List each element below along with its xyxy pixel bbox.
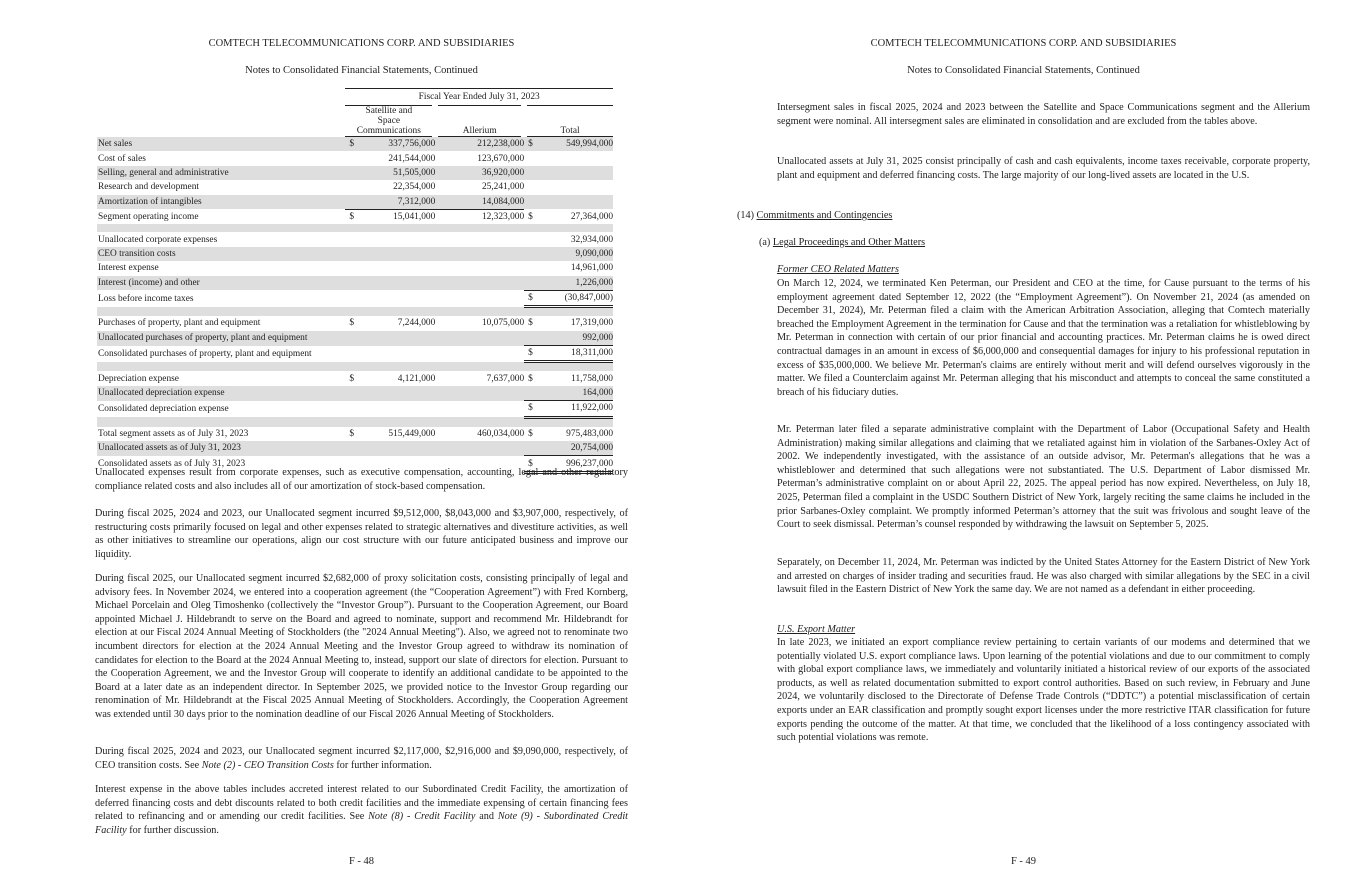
- row-label: [97, 307, 345, 317]
- dollar-sign: $: [349, 373, 355, 384]
- total-value: (30,847,000): [548, 290, 613, 306]
- total-value: [548, 307, 613, 317]
- paragraph: Intersegment sales in fiscal 2025, 2024 and 2023 between the Satellite and Space Communications segment and the Allerium segment were nominal. All intersegment sales are eliminated in consolidation and are excluded from the tables above.: [777, 102, 1310, 127]
- dollar-sign: [345, 166, 369, 180]
- total-value: 11,758,000: [571, 373, 613, 384]
- dollar-sign: [345, 401, 369, 417]
- total-value: 17,319,000: [570, 318, 613, 329]
- dollar-sign: [524, 276, 548, 291]
- total-value: 549,994,000: [548, 137, 613, 152]
- allerium-value: 460,034,000: [477, 428, 525, 439]
- spacer-row: [97, 307, 613, 317]
- dollar-sign: [345, 195, 369, 210]
- allerium-value: 25,241,000: [481, 182, 525, 193]
- dollar-sign: [345, 247, 369, 261]
- satellite-value: 51,505,000: [370, 166, 436, 180]
- table-row: [97, 166, 613, 180]
- dollar-sign: [524, 247, 548, 261]
- table-row: [97, 137, 613, 152]
- allerium-value: [435, 232, 524, 246]
- row-label: Purchases of property, plant and equipment: [98, 318, 261, 329]
- table-row: [97, 290, 613, 306]
- total-value: 9,090,000: [548, 247, 613, 261]
- satellite-value: 241,544,000: [388, 153, 436, 164]
- row-label: Loss before income taxes: [98, 293, 194, 304]
- satellite-value: 337,756,000: [370, 137, 436, 152]
- table-row: [97, 247, 613, 261]
- satellite-value: [370, 362, 436, 372]
- allerium-value: 123,670,000: [477, 153, 525, 164]
- dollar-sign: [345, 417, 369, 427]
- period-header: Fiscal Year Ended July 31, 2023: [345, 89, 613, 106]
- dollar-sign: [524, 441, 548, 456]
- dollar-sign: $: [349, 318, 355, 329]
- dollar-sign: [524, 195, 548, 210]
- dollar-sign: $: [528, 211, 533, 222]
- dollar-sign: [524, 261, 548, 275]
- satellite-value: 7,312,000: [370, 195, 436, 210]
- total-value: 18,311,000: [548, 346, 613, 362]
- dollar-sign: [524, 362, 548, 372]
- dollar-sign: $: [524, 401, 548, 417]
- row-label: Unallocated purchases of property, plant and equipment: [97, 331, 345, 346]
- satellite-value: 15,041,000: [393, 212, 436, 223]
- allerium-value: [435, 417, 524, 427]
- dollar-sign: [524, 166, 548, 180]
- row-label: Interest (income) and other: [97, 276, 345, 291]
- allerium-value: [435, 401, 524, 417]
- allerium-value: 14,084,000: [435, 195, 524, 210]
- satellite-value: [370, 261, 436, 275]
- row-label: Unallocated corporate expenses: [98, 234, 218, 245]
- dollar-sign: [345, 346, 369, 362]
- table-row: [97, 195, 613, 210]
- dollar-sign: [524, 386, 548, 401]
- col-total: Total: [524, 106, 613, 137]
- spacer-row: [97, 362, 613, 372]
- total-value: [548, 180, 613, 194]
- col-satellite: Satellite and Space Communications: [345, 106, 435, 137]
- total-value: [548, 417, 613, 427]
- page-number: F - 49: [1010, 856, 1037, 867]
- row-label: Consolidated assets as of July 31, 2023: [98, 459, 246, 470]
- satellite-value: [370, 331, 436, 346]
- table-row: [97, 371, 613, 385]
- row-label: Total segment assets as of July 31, 2023: [98, 428, 249, 439]
- allerium-value: [435, 441, 524, 456]
- dollar-sign: [345, 362, 369, 372]
- satellite-value: [370, 346, 436, 362]
- satellite-value: [370, 307, 436, 317]
- allerium-value: [435, 331, 524, 346]
- section-heading: (14) Commitments and Contingencies: [737, 210, 893, 221]
- table-row: [97, 427, 613, 441]
- dollar-sign: $: [528, 373, 533, 384]
- satellite-value: [370, 401, 436, 417]
- satellite-value: [370, 417, 436, 427]
- dollar-sign: [524, 232, 548, 246]
- table-row: [97, 276, 613, 291]
- row-label: [97, 417, 345, 427]
- total-value: [548, 195, 613, 210]
- allerium-value: 10,075,000: [481, 318, 525, 329]
- allerium-value: 36,920,000: [435, 166, 524, 180]
- segment-table: [97, 88, 613, 474]
- note-link: Note (2) - CEO Transition Costs: [201, 759, 334, 771]
- dollar-sign: [345, 441, 369, 456]
- table-row: [97, 386, 613, 401]
- row-label: Amortization of intangibles: [97, 195, 345, 210]
- total-value: 164,000: [548, 386, 613, 401]
- dollar-sign: [345, 151, 369, 165]
- total-value: [548, 362, 613, 372]
- paragraph: During fiscal 2025, 2024 and 2023, our Unallocated segment incurred $2,117,000, $2,916,000 and $9,090,000, respectively, of CEO transition costs. See Note (2) - CEO Transition Costs for further information.: [95, 746, 628, 771]
- satellite-value: [370, 224, 436, 232]
- dollar-sign: [345, 331, 369, 346]
- notes-subtitle: Notes to Consolidated Financial Statements, Continued: [245, 65, 478, 76]
- row-label: [97, 224, 345, 232]
- table-row: [97, 180, 613, 194]
- topic-heading: U.S. Export Matter: [777, 624, 856, 635]
- satellite-value: 515,449,000: [388, 428, 436, 439]
- dollar-sign: [524, 151, 548, 165]
- dollar-sign: [345, 276, 369, 291]
- notes-subtitle: Notes to Consolidated Financial Statements, Continued: [907, 65, 1140, 76]
- dollar-sign: [345, 290, 369, 306]
- table-row: [97, 209, 613, 224]
- allerium-value: [435, 224, 524, 232]
- dollar-sign: $: [349, 212, 355, 223]
- allerium-value: [435, 346, 524, 362]
- allerium-value: 7,637,000: [486, 373, 525, 384]
- row-label: Consolidated depreciation expense: [98, 403, 229, 414]
- paragraph: During fiscal 2025, our Unallocated segment incurred $2,682,000 of proxy solicitation costs, consisting principally of legal and advisory fees. In November 2024, we entered into a cooperation agreement (the “Cooperation Agreement”) with Fred Kornberg, Michael Porcelain and Oleg Timoshenko (collectively the “Investor Group”). Pursuant to the Cooperation Agreement, our Board appointed Michael J. Hildebrandt to serve on the Board and agreed to nominate, support and recommend Mr. Hildebrandt for election at our Fiscal 2024 Annual Meeting of Stockholders (the "2024 Annual Meeting"). Also, we agreed not to renominate two incumbent directors for election at the 2024 Annual Meeting and the Investor Group agreed to withdraw its nomination of candidates for election to the Board at the 2024 Annual Meeting to, instead, support our slate of directors for election. Pursuant to the Cooperation Agreement, we and the Investor Group will cooperate to identify an additional candidate to be appointed to the Board at a later date as an independent director. In September 2025, we provided notice to the Investor Group regarding our renomination of Mr. Hildebrandt at the Fiscal 2025 Annual Meeting of Stockholders. Accordingly, the Cooperation Agreement was extended until 30 days prior to the nomination deadline of our Fiscal 2026 Annual Meeting of Stockholders.: [95, 573, 628, 720]
- table-row: [97, 346, 613, 362]
- spacer-row: [97, 417, 613, 427]
- table-row: [97, 331, 613, 346]
- page-number: F - 48: [348, 856, 375, 867]
- total-value: 14,961,000: [570, 263, 613, 274]
- dollar-sign: $: [524, 137, 548, 152]
- allerium-value: [435, 247, 524, 261]
- row-label: Depreciation expense: [98, 373, 179, 384]
- allerium-value: 12,323,000: [481, 212, 525, 223]
- table-row: [97, 316, 613, 330]
- dollar-sign: $: [524, 456, 548, 472]
- row-label: Unallocated depreciation expense: [97, 386, 345, 401]
- total-value: 27,364,000: [570, 211, 613, 222]
- dollar-sign: $: [528, 318, 533, 329]
- allerium-value: [435, 362, 524, 372]
- satellite-value: 4,121,000: [397, 373, 436, 384]
- dollar-sign: [345, 224, 369, 232]
- topic-heading: Former CEO Related Matters: [777, 264, 899, 275]
- row-label: Selling, general and administrative: [97, 166, 345, 180]
- total-value: 11,922,000: [548, 401, 613, 417]
- total-value: 1,226,000: [548, 276, 613, 291]
- satellite-value: [370, 232, 436, 246]
- row-label: Cost of sales: [98, 153, 146, 164]
- row-label: Unallocated assets as of July 31, 2023: [97, 441, 345, 456]
- dollar-sign: $: [345, 137, 369, 152]
- paragraph: In late 2023, we initiated an export compliance review pertaining to certain variants of our modems and determined that we potentially violated U.S. export compliance laws. Upon learning of the potential violations and due to our commitment to comply with global export compliance laws, we immediately and voluntarily initiated a historical review of our exports of the associated products, as well as related documentation submitted to export control authorities. Based on such review, in February and June 2024, we voluntarily disclosed to the Directorate of Defense Trade Controls (“DDTC”) a potential misclassification of certain exports under an EAR classification and promptly sought export licenses under the more restrictive ITAR classification for future exports pending the outcome of the matter. At that time, we concluded that the likelihood of a loss contingency associated with such potential violations was remote.: [777, 637, 1310, 744]
- dollar-sign: [345, 386, 369, 401]
- row-label: Consolidated purchases of property, plant and equipment: [98, 348, 312, 359]
- allerium-value: [435, 290, 524, 306]
- satellite-value: [370, 247, 436, 261]
- allerium-value: [435, 276, 524, 291]
- paragraph: Mr. Peterman later filed a separate administrative complaint with the Department of Labor (Occupational Safety and Health Administration) making similar allegations and claiming that we retaliated against him in violation of the Sarbanes-Oxley Act of 2002. We independently investigated, with the assistance of an outside advisor, Mr. Peterman's allegations that he was a whistleblower and determined that such allegations were not substantiated. The U.S. Department of Labor dismissed Mr. Peterman’s administrative complaint on or about April 22, 2025. The appeal period has now expired. Nevertheless, on July 18, 2025, Peterman filed a complaint in the USDC Southern District of New York, largely reciting the same claims he included in the prior Sarbanes-Oxley complaint. We promptly informed Peterman’s attorney that the suit was frivolous and sought leave of the Court to seek dismissal. Peterman’s counsel responded by withdrawing the lawsuit on September 5, 2025.: [777, 424, 1310, 531]
- dollar-sign: $: [349, 428, 355, 439]
- table-row: [97, 441, 613, 456]
- satellite-value: 22,354,000: [393, 182, 436, 193]
- allerium-value: [435, 307, 524, 317]
- company-header: COMTECH TELECOMMUNICATIONS CORP. AND SUBSIDIARIES: [870, 38, 1177, 49]
- row-label: Interest expense: [98, 263, 159, 274]
- dollar-sign: [345, 180, 369, 194]
- dollar-sign: [524, 331, 548, 346]
- total-value: [548, 166, 613, 180]
- total-value: 992,000: [548, 331, 613, 346]
- total-value: 20,754,000: [548, 441, 613, 456]
- dollar-sign: [345, 307, 369, 317]
- dollar-sign: [345, 261, 369, 275]
- company-header: COMTECH TELECOMMUNICATIONS CORP. AND SUBSIDIARIES: [208, 38, 515, 49]
- allerium-value: [435, 386, 524, 401]
- row-label: Research and development: [98, 182, 200, 193]
- satellite-value: 7,244,000: [397, 318, 436, 329]
- paragraph: Unallocated expenses result from corporate expenses, such as executive compensation, accounting, legal and other regulatory compliance related costs and also includes all of our amortization of stock-based compensation.: [95, 467, 628, 492]
- dollar-sign: [524, 307, 548, 317]
- dollar-sign: [524, 224, 548, 232]
- dollar-sign: [345, 232, 369, 246]
- subsection-heading: (a) Legal Proceedings and Other Matters: [759, 237, 926, 248]
- table-row: [97, 151, 613, 165]
- table-row: [97, 232, 613, 246]
- total-value: 975,483,000: [566, 428, 613, 439]
- paragraph: Interest expense in the above tables includes accreted interest related to our Subordinated Credit Facility, the amortization of deferred financing costs and debt discounts related to both credit facilities and the immediate expensing of certain financing fees related to refinancing and or amending our credit facilities. See Note (8) - Credit Facility and Note (9) - Subordinated Credit Facility for further discussion.: [95, 784, 628, 836]
- dollar-sign: $: [524, 346, 548, 362]
- satellite-value: [370, 386, 436, 401]
- allerium-value: 212,238,000: [435, 137, 524, 152]
- row-label: CEO transition costs: [97, 247, 345, 261]
- total-value: [548, 151, 613, 165]
- total-value: [548, 224, 613, 232]
- paragraph: Unallocated assets at July 31, 2025 consist principally of cash and cash equivalents, income taxes receivable, corporate property, plant and equipment and deferred financing costs. The large majority of our long-lived assets are located in the U.S.: [777, 156, 1310, 181]
- paragraph: During fiscal 2025, 2024 and 2023, our Unallocated segment incurred $9,512,000, $8,043,000 and $3,907,000, respectively, of restructuring costs primarily focused on legal and other expenses related to strategic alternatives and divestiture activities, as well as other initiatives to streamline our operations, align our cost structure with our future anticipated business and improve our liquidity.: [95, 508, 628, 560]
- satellite-value: [370, 276, 436, 291]
- row-label: Net sales: [97, 137, 345, 152]
- allerium-value: [435, 261, 524, 275]
- table-row: [97, 261, 613, 275]
- total-value: 996,237,000: [548, 456, 613, 472]
- satellite-value: [370, 290, 436, 306]
- paragraph: Separately, on December 11, 2024, Mr. Peterman was indicted by the United States Attorney for the Eastern District of New York and arrested on charges of insider trading and securities fraud. He was also charged with similar allegations by the SEC in a civil lawsuit filed in the Eastern District of New York the same day. We are not named as a defendant in either proceeding.: [777, 557, 1310, 596]
- total-value: 32,934,000: [570, 234, 613, 245]
- paragraph: On March 12, 2024, we terminated Ken Peterman, our President and CEO at the time, for Cause pursuant to the terms of his employment agreement dated September 12, 2022 (the “Employment Agreement”). On November 21, 2024 (as amended on December 31, 2024), Mr. Peterman filed a claim with the American Arbitration Association, alleging that Comtech materially breached the Employment Agreement in the termination for Cause and that the termination was a retaliation for whistleblowing by Mr. Peterman in connection with certain of our prior financial and accounting practices. Mr. Peterman claims he is owed direct contractual damages in an amount in excess of $6,000,000 and consequential damages for injury to his professional reputation in excess of $35,000,000. We believe Mr. Peterman's claims are entirely without merit and will defend ourselves vigorously in the matter. We filed a Counterclaim against Mr. Peterman alleging that his misconduct and attempts to conceal the same constituted a breach of his fiduciary duties.: [777, 278, 1310, 398]
- col-allerium: Allerium: [435, 106, 524, 137]
- row-label: Segment operating income: [98, 211, 199, 222]
- dollar-sign: $: [528, 428, 533, 439]
- spacer-row: [97, 224, 613, 232]
- satellite-value: [370, 441, 436, 456]
- row-label: [97, 362, 345, 372]
- dollar-sign: [524, 180, 548, 194]
- dollar-sign: [524, 417, 548, 427]
- dollar-sign: $: [524, 290, 548, 306]
- table-row: [97, 401, 613, 417]
